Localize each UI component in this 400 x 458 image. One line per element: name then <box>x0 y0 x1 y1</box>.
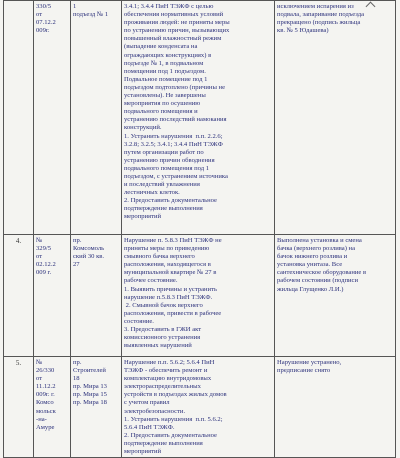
address-cell-line: ский 30 кв. <box>73 253 105 261</box>
result-cell-line: жильца Глущенко Л.И.) <box>277 285 344 293</box>
table-row <box>4 235 396 357</box>
address-cell-line: пр. Мира 18 <box>73 399 107 407</box>
violation-description-line: 1. Устранить нарушения п.п. 5.6.2; <box>124 415 223 423</box>
address-cell <box>71 357 122 458</box>
result-cell <box>275 1 396 235</box>
document-number-line: от <box>36 253 43 261</box>
document-number-line: 26/330 <box>36 367 55 375</box>
document-number-line: от <box>36 375 43 383</box>
violation-description-line: подъездом, с устранением источника <box>124 172 228 180</box>
result-cell-line: Нарушение устранено, <box>277 359 342 366</box>
result-cell-line: кв. № 5 Юдашева) <box>277 27 329 35</box>
violation-description-line: устранению причин обводнения <box>124 156 215 164</box>
document-number <box>34 235 71 357</box>
address-cell-line: пр. <box>73 237 82 244</box>
violation-description-line: комиссионного устранения <box>124 334 201 342</box>
violation-description-line: помещении под 1 подъездом. <box>124 67 206 75</box>
document-number-line: от <box>36 11 43 19</box>
violation-description-line: выявленных нарушений <box>124 342 192 350</box>
violation-description-line: подтверждение выполнения <box>124 205 203 213</box>
address-cell-line: 1 <box>73 3 77 10</box>
result-cell <box>275 357 396 458</box>
violation-description-line: Нарушение п. 5.8.3 ПиН ТЭЖФ не <box>124 237 222 244</box>
violation-description-line: расположения, находящегося в <box>124 261 211 269</box>
address-cell-line: Строителей <box>73 367 106 375</box>
document-number-line: Комсо <box>36 399 54 407</box>
violation-description-line: 2. Предоставить документальное <box>124 431 217 439</box>
violation-description-line: ТЭЖФ - обеспечить ремонт и <box>124 367 208 375</box>
document-number-line: 07.12.2 <box>36 19 56 27</box>
violation-description-line: электрораспределительных <box>124 383 201 391</box>
table-row <box>4 1 396 235</box>
violation-description-line: подвального помещения под 1 <box>124 164 210 172</box>
row-number <box>4 1 34 235</box>
document-number-line: 02.12.2 <box>36 261 56 269</box>
violation-description-line: мероприятия по осушению <box>124 100 201 108</box>
document-number-line: мольск <box>36 407 56 415</box>
address-cell <box>71 235 122 357</box>
violation-description-line: Нарушение п.п. 5.6.2; 5.6.4 ПиН <box>124 359 215 366</box>
address-cell-line: пр. <box>73 359 82 366</box>
result-cell-line: исключением испарения из <box>277 3 354 10</box>
result-cell-line: установка унитаза. Все <box>277 261 343 269</box>
violation-description-line: муниципальной квартире № 27 в <box>124 269 217 277</box>
document-number-line: 330/5 <box>36 3 52 10</box>
document-number-line: 009г. г. <box>36 391 55 399</box>
violation-description-line: с учетом правил <box>124 399 170 407</box>
result-cell-line: сантехническое оборудование в <box>277 269 367 277</box>
address-cell <box>71 1 122 235</box>
violation-description-line: нарушение п.5.8.3 ПиН ТЭЖФ. <box>124 293 213 301</box>
violation-description <box>122 235 275 357</box>
document-number-line: 329/5 <box>36 245 52 253</box>
violation-description <box>122 1 275 235</box>
document-number-line: Амуре <box>36 423 55 431</box>
violation-description-line: повышенный влажностный режим <box>124 35 222 43</box>
table-row <box>4 357 396 458</box>
violation-description-line: мероприятий <box>124 213 162 221</box>
violation-description-line: установлены). Не завершены <box>124 92 206 100</box>
document-number <box>34 357 71 458</box>
violation-description-line: конструкций. <box>124 124 162 132</box>
violation-description-line: (выпадение конденсата на <box>124 43 198 51</box>
violation-description-line: 5.6.4 ПиН ТЭЖФ. <box>124 423 175 431</box>
document-number-line: -на- <box>36 415 47 423</box>
violation-description-line: и последствий увлажнения <box>124 181 200 189</box>
document-number-line: 009 г. <box>36 269 52 277</box>
row-number: 5. <box>4 357 34 458</box>
address-cell-line: пр. Мира 15 <box>73 391 107 399</box>
result-cell-line: прекращено (подпись жильца <box>277 19 361 27</box>
violation-description-line: ограждающих конструкциях) в <box>124 51 212 59</box>
address-cell-line: Комсомоль <box>73 245 105 253</box>
result-cell-line: рабочем состоянии (подписи <box>277 277 359 285</box>
violation-description-line: проживания людей: не приняты меры <box>124 19 230 27</box>
violation-description-line: подъезде № 1, в подвальном <box>124 59 204 67</box>
violation-description-line: подъездом подтоплено (причины не <box>124 83 225 91</box>
document-number-line: № <box>36 237 43 244</box>
row-number: 4. <box>4 235 34 357</box>
violation-description-line: 3. Предоставить в ГЖИ акт <box>124 326 202 334</box>
violation-description <box>122 357 275 458</box>
inspection-table <box>3 0 396 458</box>
address-cell-line: пр. Мира 13 <box>73 383 107 391</box>
violation-description-line: расположения, привести в рабочее <box>124 309 222 317</box>
document-number-line: № <box>36 359 43 366</box>
violation-description-line: мероприятий <box>124 448 162 456</box>
address-cell-line: 18 <box>73 375 80 383</box>
violation-description-line: 2. Смывной бачок верхнего <box>124 301 203 309</box>
violation-description-line: 1. Устранить нарушения п.п. 2.2.6; <box>124 132 223 140</box>
address-cell-line: подъезд № 1 <box>73 11 109 19</box>
violation-description-line: состояние. <box>124 317 154 325</box>
result-cell-line: предписание снято <box>277 367 331 375</box>
violation-description-line: путем организации работ по <box>124 148 204 156</box>
violation-description-line: лестничных клеток. <box>124 189 180 197</box>
violation-description-line: подвального помещения и <box>124 108 198 116</box>
violation-description-line: обеспечения нормативных условий <box>124 11 224 19</box>
violation-description-line: электробезопасности. <box>124 407 186 415</box>
violation-description-line: 2. Предоставить документальное <box>124 197 217 205</box>
result-cell-line: бачка (верхнего розлива) на <box>277 245 356 253</box>
violation-description-line: 3.4.1; 3.4.4 ПиН ТЭЖФ с целью <box>124 3 214 10</box>
result-cell-line: подвала, запаривание подъезда <box>277 11 364 19</box>
violation-description-line: смывного бачка верхнего <box>124 253 195 261</box>
result-cell <box>275 235 396 357</box>
violation-description-line: по устранению причин, вызывающих <box>124 27 230 35</box>
result-cell-line: Выполнена установка и смена <box>277 237 362 244</box>
violation-description-line: 3.2.8; 3.2.5; 3.4.1; 3.4.4 ПиН ТЭЖФ <box>124 140 223 148</box>
document-number-line: 009г. <box>36 27 50 35</box>
document-number <box>34 1 71 235</box>
violation-description-line: устранению последствий намокания <box>124 116 227 124</box>
result-cell-line: бачок нижнего розлива и <box>277 253 348 261</box>
violation-description-line: рабочее состояние. <box>124 277 178 285</box>
violation-description-line: 1. Выявить причины и устранить <box>124 285 217 293</box>
violation-description-line: комплектацию внутридомовых <box>124 375 212 383</box>
document-number-line: 11.12.2 <box>36 383 56 391</box>
violation-description-line: приняты меры по приведению <box>124 245 210 253</box>
violation-description-line: устройств в подъездах жилых домов <box>124 391 227 399</box>
violation-description-line: подтверждение выполнения <box>124 439 203 447</box>
address-cell-line: 27 <box>73 261 80 269</box>
violation-description-line: Подвальное помещение под 1 <box>124 75 208 83</box>
